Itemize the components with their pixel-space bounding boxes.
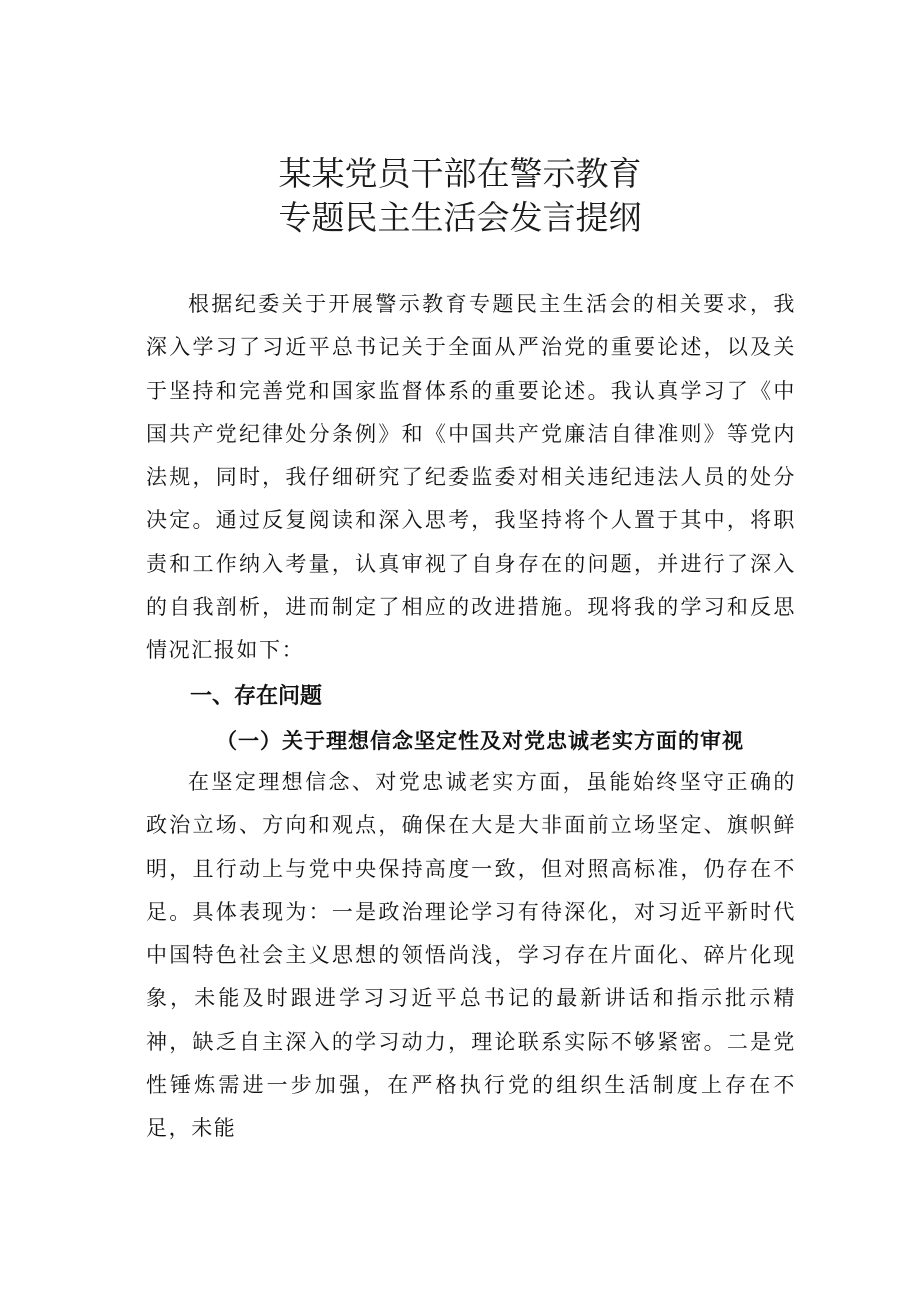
section-heading-problems: 一、存在问题 xyxy=(190,684,323,709)
document-title-line-2: 专题民主生活会发言提纲 xyxy=(278,198,642,237)
document-title-line-1: 某某党员干部在警示教育 xyxy=(278,154,642,193)
subsection-paragraph-ideals: 在坚定理想信念、对党忠诚老实方面，虽能始终坚守正确的政治立场、方向和观点，确保在大是大非面前立场坚定、旗帜鲜明，且行动上与党中央保持高度一致，但对照高标准，仍存在不足。具体表现为：一是政治理论学习有待深化，对习近平新时代中国特色社会主义思想的领悟尚浅，学习存在片面化、碎片化现象，未能及时跟进学习习近平总书记的最新讲话和指示批示精神，缺乏自主深入的学习动力，理论联系实际不够紧密。二是党性锤炼需进一步加强，在严格执行党的组织生活制度上存在不足，未能 xyxy=(146,770,796,1141)
intro-paragraph: 根据纪委关于开展警示教育专题民主生活会的相关要求，我深入学习了习近平总书记关于全面从严治党的重要论述，以及关于坚持和完善党和国家监督体系的重要论述。我认真学习了《中国共产党纪律处分条例》和《中国共产党廉洁自律准则》等党内法规，同时，我仔细研究了纪委监委对相关违纪违法人员的处分决定。通过反复阅读和深入思考，我坚持将个人置于其中，将职责和工作纳入考量，认真审视了自身存在的问题，并进行了深入的自我剖析，进而制定了相应的改进措施。现将我的学习和反思情况汇报如下： xyxy=(146,292,796,663)
subsection-heading-ideals: （一）关于理想信念坚定性及对党忠诚老实方面的审视 xyxy=(216,728,744,753)
